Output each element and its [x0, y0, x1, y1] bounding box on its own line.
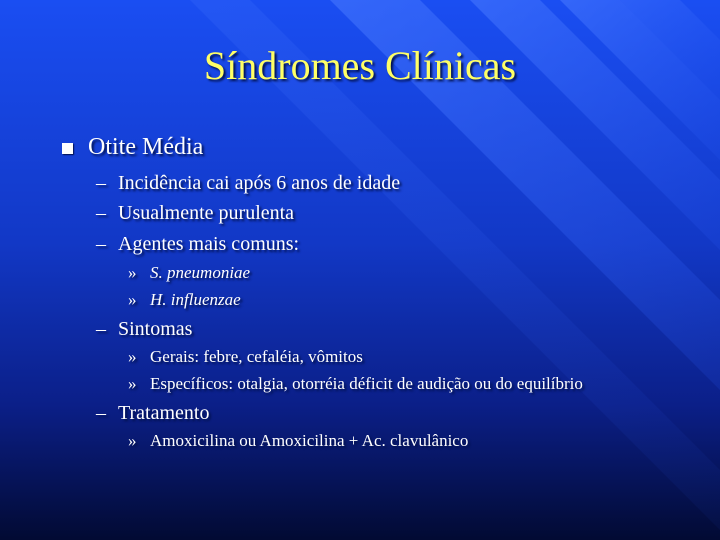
dash-bullet: –: [96, 318, 106, 340]
list-item: Usualmente purulenta: [118, 202, 295, 224]
dash-bullet: –: [96, 202, 106, 224]
sub-list-item: Amoxicilina ou Amoxicilina + Ac. clavulânico: [150, 431, 469, 450]
list-item: Incidência cai após 6 anos de idade: [118, 172, 401, 194]
raquo-bullet: »: [128, 431, 137, 450]
list-item: Sintomas: [118, 318, 193, 340]
raquo-bullet: »: [128, 290, 137, 309]
square-bullet-icon: [62, 143, 73, 154]
topic-heading: Otite Média: [88, 134, 204, 160]
dash-bullet: –: [96, 233, 106, 255]
list-item: Tratamento: [118, 402, 210, 424]
list-item: Agentes mais comuns:: [118, 233, 300, 255]
dash-bullet: –: [96, 402, 106, 424]
sub-list-item: Gerais: febre, cefaléia, vômitos: [150, 347, 363, 366]
sub-list-item: Específicos: otalgia, otorréia déficit de audição ou do equilíbrio: [150, 374, 583, 393]
dash-bullet: –: [96, 172, 106, 194]
sub-list-item: H. influenzae: [150, 290, 241, 309]
raquo-bullet: »: [128, 347, 137, 366]
raquo-bullet: »: [128, 374, 137, 393]
sub-list-item: S. pneumoniae: [150, 263, 251, 282]
raquo-bullet: »: [128, 263, 137, 282]
slide-title: Síndromes Clínicas: [203, 43, 517, 88]
